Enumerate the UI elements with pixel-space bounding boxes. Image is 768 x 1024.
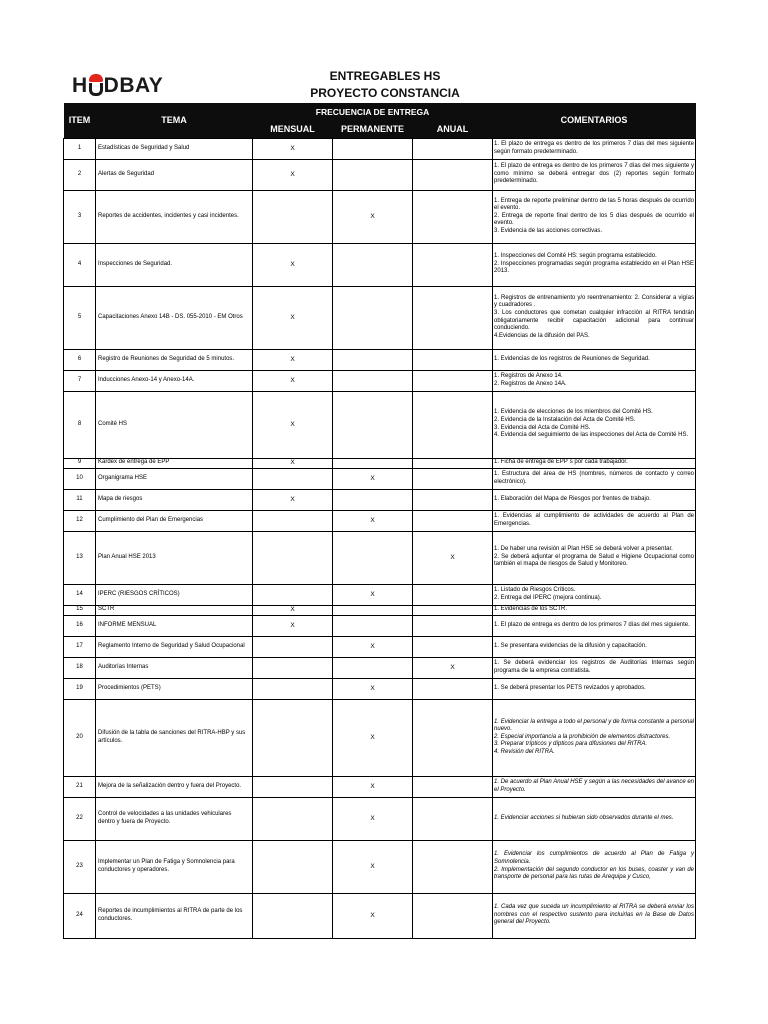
cell-mensual: X [253, 286, 333, 349]
cell-tema: Inducciones Anexo-14 y Anexo-14A. [96, 370, 253, 391]
cell-anual [413, 699, 493, 776]
cell-permanente [333, 391, 413, 458]
cell-tema: Reglamento Interno de Seguridad y Salud Ocupacional [96, 636, 253, 657]
cell-anual [413, 893, 493, 938]
cell-item: 10 [64, 468, 96, 489]
table-row [64, 510, 696, 531]
cell-mensual: X [253, 243, 333, 286]
comment-line: 2. Se deberá adjuntar el programa de Salud e Higiene Ocupacional como también el mapa de riesgos de Salud y Monitoreo. [494, 553, 695, 568]
cell-permanente [333, 138, 413, 159]
comment-line: 1. Se presentara evidencias de la difusión y capacitación. [494, 642, 647, 649]
cell-permanente [333, 286, 413, 349]
cell-comentarios [493, 657, 696, 678]
cell-anual [413, 286, 493, 349]
cell-tema: Implementar un Plan de Fatiga y Somnolencia para conductores y operadores. [96, 840, 253, 893]
cell-item: 14 [64, 584, 96, 605]
cell-permanente: X [333, 840, 413, 893]
cell-comentarios [493, 797, 696, 840]
cell-mensual [253, 531, 333, 584]
table-row [64, 159, 696, 190]
table-row [64, 636, 696, 657]
table-row [64, 468, 696, 489]
cell-mensual [253, 678, 333, 699]
cell-item: 4 [64, 243, 96, 286]
cell-mensual: X [253, 391, 333, 458]
comment-line: 1. Cada vez que suceda un incumplimiento al RITRA se deberá enviar los nombres con el respectivo sustento para incluirlas en la Base de Datos general del Proyecto. [494, 904, 695, 926]
comment-line: 1. Evidenciar acciones si hubieran sido observados durante el mes. [494, 814, 674, 821]
cell-comentarios [493, 776, 696, 797]
cell-comentarios [493, 636, 696, 657]
table-row [64, 370, 696, 391]
comment-line: 3. Evidencia del Acta de Comité HS. [494, 424, 591, 431]
table-row [64, 489, 696, 510]
col-mensual: MENSUAL [253, 120, 333, 138]
cell-permanente [333, 458, 413, 468]
cell-tema: Alertas de Seguridad [96, 159, 253, 190]
comment-line: 4. Evidencia del seguimiento de las inspecciones del Acta de Comité HS. [494, 432, 689, 439]
cell-item: 21 [64, 776, 96, 797]
comment-line: 3. Evidencia de las acciones correctivas. [494, 227, 603, 234]
cell-tema: Cumplimiento del Plan de Emergencias [96, 510, 253, 531]
comment-line: 2. Inspecciones programadas según programa establecido en el Plan HSE 2013. [494, 260, 695, 275]
table-body [64, 138, 696, 938]
comment-line: 4. Revisión del RITRA. [494, 748, 555, 755]
cell-permanente [333, 243, 413, 286]
cell-item: 16 [64, 615, 96, 636]
cell-permanente [333, 615, 413, 636]
cell-comentarios [493, 190, 696, 243]
cell-tema: Auditorías Internas [96, 657, 253, 678]
cell-permanente [333, 531, 413, 584]
table-header [64, 103, 696, 138]
cell-item: 20 [64, 699, 96, 776]
cell-item: 13 [64, 531, 96, 584]
cell-mensual: X [253, 349, 333, 370]
cell-tema: Mejora de la señalización dentro y fuera del Proyecto. [96, 776, 253, 797]
logo-text-dbay: DBAY [103, 74, 164, 97]
cell-comentarios [493, 531, 696, 584]
cell-item: 15 [64, 605, 96, 615]
cell-comentarios [493, 243, 696, 286]
cell-mensual [253, 190, 333, 243]
cell-permanente: X [333, 584, 413, 605]
cell-mensual [253, 893, 333, 938]
cell-mensual [253, 797, 333, 840]
comment-line: 1. Evidencias al cumplimiento de actividades de acuerdo al Plan de Emergencias. [494, 512, 695, 527]
comment-line: 1. El plazo de entrega es dentro de los primeros 7 días del mes siguiente según formato predeterminado. [494, 140, 695, 155]
comment-line: 1. El plazo de entrega es dentro de los primeros 7 días del mes siguiente. [494, 621, 690, 628]
cell-comentarios [493, 468, 696, 489]
cell-item: 19 [64, 678, 96, 699]
comment-line: 2. Registros de Anexo 14A. [494, 380, 567, 387]
table-row [64, 349, 696, 370]
cell-anual: X [413, 531, 493, 584]
comment-line: 3. Los conductores que cometan cualquier infracción al RITRA tendrán obligatoriamente recibir capacitación adicional para continuar conduciendo. [494, 309, 695, 332]
comment-line: 1. Se deberá presentar los PETS revizados y aprobados. [494, 684, 646, 691]
table-row [64, 678, 696, 699]
cell-comentarios [493, 840, 696, 893]
cell-anual [413, 391, 493, 458]
cell-anual [413, 605, 493, 615]
table-row [64, 797, 696, 840]
col-permanente: PERMANENTE [333, 120, 413, 138]
document-subtitle: PROYECTO CONSTANCIA [310, 86, 460, 100]
cell-mensual: X [253, 605, 333, 615]
document-title: ENTREGABLES HS [329, 69, 441, 83]
cell-anual [413, 615, 493, 636]
cell-mensual: X [253, 489, 333, 510]
cell-item: 9 [64, 458, 96, 468]
comment-line: 1. Inspecciones del Comité HS: según programa establecido. [494, 253, 657, 260]
cell-tema: Comité HS [96, 391, 253, 458]
cell-mensual [253, 510, 333, 531]
cell-permanente [333, 159, 413, 190]
cell-permanente: X [333, 468, 413, 489]
cell-anual [413, 584, 493, 605]
comment-line: 1. Evidencia de elecciones de los miembros del Comité HS. [494, 409, 653, 416]
cell-tema: Control de velocidades a las unidades vehiculares dentro y fuera de Proyecto. [96, 797, 253, 840]
table-row [64, 605, 696, 615]
cell-mensual: X [253, 159, 333, 190]
cell-comentarios [493, 159, 696, 190]
comment-line: 4.Evidencias de la difusión del PAS. [494, 332, 590, 339]
cell-mensual [253, 840, 333, 893]
cell-tema: Mapa de riesgos [96, 489, 253, 510]
table-row [64, 893, 696, 938]
cell-comentarios [493, 584, 696, 605]
cell-tema: Kardex de entrega de EPP [96, 458, 253, 468]
cell-item: 7 [64, 370, 96, 391]
cell-permanente [333, 349, 413, 370]
table-row [64, 286, 696, 349]
cell-comentarios [493, 370, 696, 391]
cell-comentarios [493, 605, 696, 615]
cell-comentarios [493, 510, 696, 531]
cell-mensual [253, 776, 333, 797]
cell-comentarios [493, 391, 696, 458]
cell-permanente: X [333, 893, 413, 938]
cell-anual [413, 243, 493, 286]
cell-permanente: X [333, 776, 413, 797]
cell-anual [413, 138, 493, 159]
comment-line: 2. Evidencia de la Instalación del Acta de Comité HS. [494, 416, 636, 423]
cell-tema: Difusión de la tabla de sanciones del RITRA-HBP y sus artículos. [96, 699, 253, 776]
cell-tema: IPERC (RIESGOS CRÍTICOS) [96, 584, 253, 605]
cell-comentarios [493, 699, 696, 776]
col-item: ITEM [64, 103, 96, 138]
cell-permanente: X [333, 797, 413, 840]
cell-item: 22 [64, 797, 96, 840]
cell-item: 8 [64, 391, 96, 458]
table-row [64, 615, 696, 636]
table-row [64, 776, 696, 797]
cell-tema: Registro de Reuniones de Seguridad de 5 minutos. [96, 349, 253, 370]
cell-mensual: X [253, 458, 333, 468]
col-comentarios: COMENTARIOS [493, 103, 696, 138]
cell-item: 18 [64, 657, 96, 678]
col-tema: TEMA [96, 103, 253, 138]
cell-anual [413, 468, 493, 489]
cell-permanente: X [333, 190, 413, 243]
comment-line: 1. De haber una revisión al Plan HSE se deberá volver a presentar. [494, 546, 673, 553]
cell-permanente: X [333, 699, 413, 776]
cell-comentarios [493, 615, 696, 636]
cell-anual [413, 678, 493, 699]
cell-comentarios [493, 349, 696, 370]
table-row [64, 840, 696, 893]
cell-mensual [253, 636, 333, 657]
comment-line: 1. Se deberá evidenciar los registros de Auditorías Internas según programa de la empresa contratista. [494, 659, 695, 674]
comment-line: 2. Especial importancia a la prohibición de elementos distractores. [494, 733, 671, 740]
cell-anual [413, 458, 493, 468]
cell-comentarios [493, 458, 696, 468]
cell-mensual [253, 657, 333, 678]
col-anual: ANUAL [413, 120, 493, 138]
cell-mensual [253, 699, 333, 776]
cell-anual [413, 159, 493, 190]
cell-item: 12 [64, 510, 96, 531]
comment-line: 1. Estructura del área de HS (nombres, números de contacto y correo electrónico). [494, 470, 695, 485]
cell-anual [413, 840, 493, 893]
comment-line: 1. Registros de Anexo 14. [494, 372, 563, 379]
cell-anual [413, 370, 493, 391]
col-frecuencia: FRECUENCIA DE ENTREGA [253, 103, 493, 120]
comment-line: 1. Registros de entrenamiento y/o reentrenamiento: 2. Considerar a vigías y cuadradores . [494, 294, 695, 309]
comment-line: 1. Evidenciar los cumplimientos de acuerdo al Plan de Fatiga y Somnolencia. [494, 851, 695, 865]
cell-comentarios [493, 678, 696, 699]
comment-line: 1. Elaboración del Mapa de Riesgos por frentes de trabajo. [494, 495, 651, 502]
cell-item: 17 [64, 636, 96, 657]
cell-tema: Organigrama HSE [96, 468, 253, 489]
cell-tema: INFORME MENSUAL [96, 615, 253, 636]
cell-anual: X [413, 657, 493, 678]
comment-line: 2. Entrega de reporte final dentro de los 5 días después de ocurrido el evento. [494, 212, 695, 227]
cell-tema: Plan Anual HSE 2013 [96, 531, 253, 584]
table-row [64, 699, 696, 776]
table-row [64, 391, 696, 458]
cell-mensual [253, 584, 333, 605]
cell-item: 11 [64, 489, 96, 510]
comment-line: 2. Implementación del segundo conductor en los buses, coaster y van de transporte de personal para las rutas de Arequipa y Cusco, [494, 866, 695, 881]
cell-anual [413, 776, 493, 797]
cell-tema: Reportes de accidentes, incidentes y casi incidentes. [96, 190, 253, 243]
table-row [64, 531, 696, 584]
table-row [64, 243, 696, 286]
cell-anual [413, 636, 493, 657]
cell-item: 1 [64, 138, 96, 159]
cell-mensual: X [253, 370, 333, 391]
comment-line: 1. Entrega de reporte preliminar dentro de las 5 horas después de ocurrido el evento. [494, 197, 695, 212]
comment-line: 3. Preparar trípticos y dípticos para difusiones del RITRA. [494, 741, 648, 748]
cell-permanente [333, 605, 413, 615]
cell-comentarios [493, 138, 696, 159]
cell-tema: Capacitaciones Anexo 14B - DS. 055-2010 - EM Otros [96, 286, 253, 349]
cell-permanente: X [333, 636, 413, 657]
cell-tema: Estadísticas de Seguridad y Salud [96, 138, 253, 159]
cell-tema: Reportes de incumplimientos al RITRA de parte de los conductores. [96, 893, 253, 938]
cell-mensual [253, 468, 333, 489]
cell-comentarios [493, 893, 696, 938]
cell-mensual: X [253, 615, 333, 636]
cell-item: 6 [64, 349, 96, 370]
cell-mensual: X [253, 138, 333, 159]
cell-item: 5 [64, 286, 96, 349]
table-row [64, 657, 696, 678]
cell-tema: Inspecciones de Seguridad. [96, 243, 253, 286]
comment-line: 1. De acuerdo al Plan Anual HSE y según a las necesidades del avance en el Proyecto. [494, 778, 695, 793]
hudbay-logo [72, 75, 163, 97]
cell-item: 23 [64, 840, 96, 893]
comment-line: 1. Listado de Riesgos Críticos. [494, 586, 576, 593]
cell-permanente [333, 370, 413, 391]
table-row [64, 138, 696, 159]
comment-line: 2. Entrega del IPERC (mejora continua). [494, 594, 602, 601]
cell-item: 24 [64, 893, 96, 938]
cell-anual [413, 510, 493, 531]
comment-line: 1. El plazo de entrega es dentro de los primeros 7 días del mes siguiente y como mínimo se deberá entregar dos (2) reportes según formato predeterminado. [494, 163, 695, 185]
comment-line: 1. Evidencias de los registros de Reuniones de Seguridad. [494, 355, 650, 362]
table-row [64, 584, 696, 605]
cell-permanente [333, 657, 413, 678]
deliverables-table [63, 103, 696, 939]
cell-tema: SCTR [96, 605, 253, 615]
cell-permanente: X [333, 678, 413, 699]
cell-anual [413, 797, 493, 840]
cell-permanente: X [333, 510, 413, 531]
comment-line: 1. Evidencias de los SCTR. [494, 606, 568, 613]
cell-item: 2 [64, 159, 96, 190]
cell-comentarios [493, 286, 696, 349]
cell-anual [413, 190, 493, 243]
cell-tema: Procedimientos (PETS) [96, 678, 253, 699]
table-row [64, 190, 696, 243]
comment-line: 1. Ficha de entrega de EPP´s por cada trabajador. [494, 459, 628, 466]
cell-anual [413, 349, 493, 370]
comment-line: 1. Evidenciar la entrega a todo el personal y de forma constante a personal nuevo. [494, 718, 695, 733]
cell-comentarios [493, 489, 696, 510]
cell-anual [413, 489, 493, 510]
table-row [64, 458, 696, 468]
cell-item: 3 [64, 190, 96, 243]
cell-permanente [333, 489, 413, 510]
logo-text-h: H [72, 74, 88, 97]
logo-mark-icon [89, 76, 103, 96]
